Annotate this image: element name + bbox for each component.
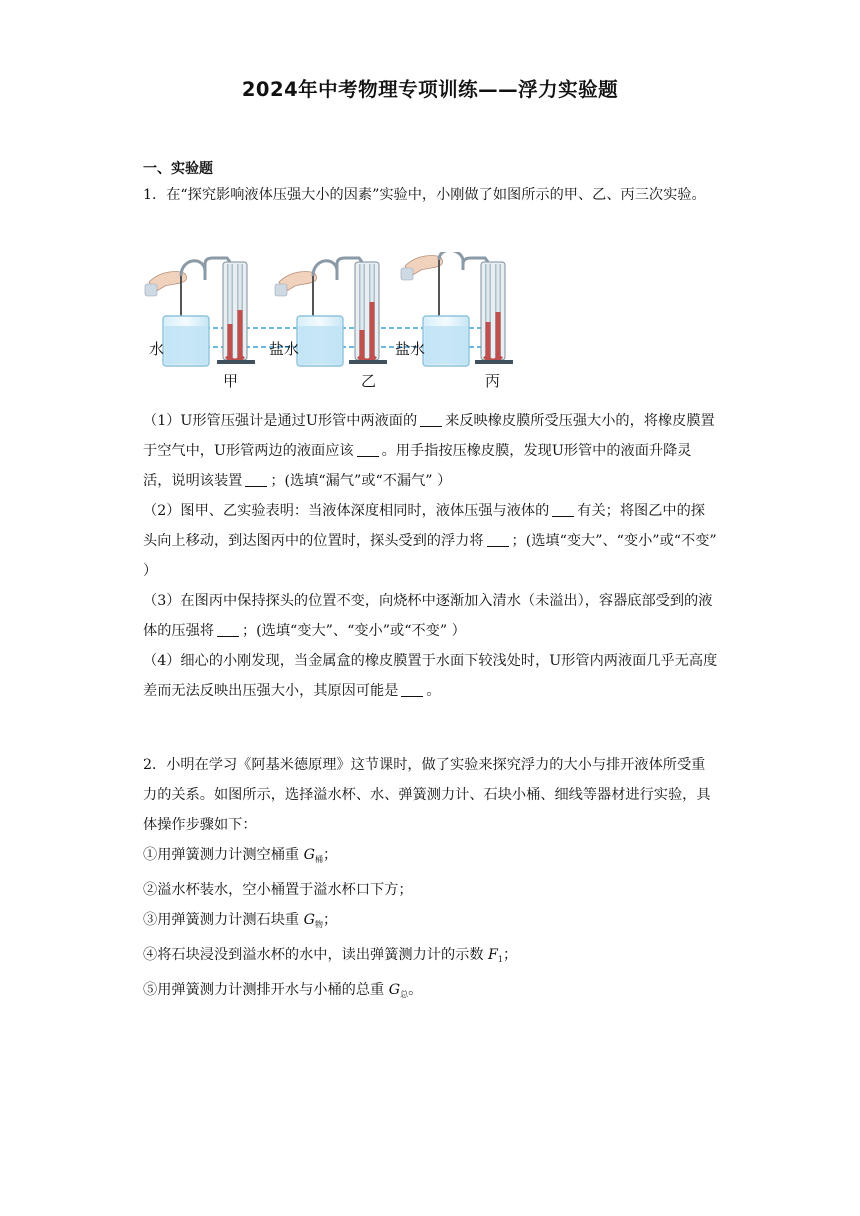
answer-blank[interactable] bbox=[420, 412, 442, 427]
q2-intro-text: 2．小明在学习《阿基米德原理》这节课时，做了实验来探究浮力的大小与排开液体所受重力的关系。如图所示，选择溢水杯、水、弹簧测力计、石块小桶、细线等器材进行实验，具体操作步骤如下： bbox=[143, 757, 711, 833]
setup-b bbox=[269, 258, 387, 390]
liquid-label-a: 水 bbox=[149, 340, 165, 358]
answer-blank[interactable] bbox=[217, 622, 239, 637]
section-heading: 一、实验题 bbox=[143, 161, 213, 177]
q1-part-3: （3）在图丙中保持探头的位置不变，向烧杯中逐渐加入清水（未溢出），容器底部受到的液体的压强将 ；(选填“变大”、“变小”或“不变” ） bbox=[143, 593, 713, 639]
q2-step-3: ③用弹簧测力计测石块重 $G_物$； bbox=[143, 912, 338, 929]
setup-label-b: 乙 bbox=[361, 372, 377, 390]
q2-step-4: ④将石块浸没到溢水杯的水中，读出弹簧测力计的示数 $F_1$； bbox=[143, 947, 518, 964]
pressure-gauge-figure bbox=[143, 252, 523, 397]
q2-step-2: ②溢水杯装水，空小桶置于溢水杯口下方； bbox=[143, 882, 413, 898]
liquid-label-c: 盐水 bbox=[395, 340, 426, 358]
q1-part-2: （2）图甲、乙实验表明：当液体深度相同时，液体压强与液体的 有关；将图乙中的探头向上移动，到达图丙中的位置时，探头受到的浮力将 ；(选填“变大”、“变小”或“不变” ） bbox=[143, 503, 717, 579]
setup-c bbox=[395, 252, 513, 390]
question-2 bbox=[143, 750, 718, 1010]
answer-blank[interactable] bbox=[552, 502, 574, 517]
q1-part-1: （1）U形管压强计是通过U形管中两液面的 来反映橡皮膜所受压强大小的，将橡皮膜置于空气中，U形管两边的液面应该 。用手指按压橡皮膜，发现U形管中的液面升降灵活，说明该装置 ；(选填“漏气”或“不漏气” ） bbox=[143, 413, 715, 489]
setup-a bbox=[145, 258, 255, 390]
liquid-label-b: 盐水 bbox=[269, 340, 300, 358]
q1-part-4: （4）细心的小刚发现，当金属盒的橡皮膜置于水面下较浅处时，U形管内两液面几乎无高度差而无法反映出压强大小，其原因可能是 。 bbox=[143, 653, 718, 699]
answer-blank[interactable] bbox=[401, 682, 423, 697]
answer-blank[interactable] bbox=[357, 442, 379, 457]
answer-blank[interactable] bbox=[245, 472, 267, 487]
q2-step-1: ①用弹簧测力计测空桶重 $G_桶$； bbox=[143, 847, 338, 864]
answer-blank[interactable] bbox=[487, 532, 509, 547]
q2-step-5: ⑤用弹簧测力计测排开水与小桶的总重 $G_总$。 bbox=[143, 982, 423, 999]
q1-intro-text: 1．在“探究影响液体压强大小的因素”实验中，小刚做了如图所示的甲、乙、丙三次实验。 bbox=[143, 187, 706, 203]
page-title: 2024年中考物理专项训练——浮力实验题 bbox=[241, 78, 619, 101]
setup-label-c: 丙 bbox=[485, 372, 501, 390]
setup-label-a: 甲 bbox=[223, 372, 239, 390]
question-1-parts bbox=[143, 406, 718, 706]
question-1-intro bbox=[143, 180, 718, 210]
